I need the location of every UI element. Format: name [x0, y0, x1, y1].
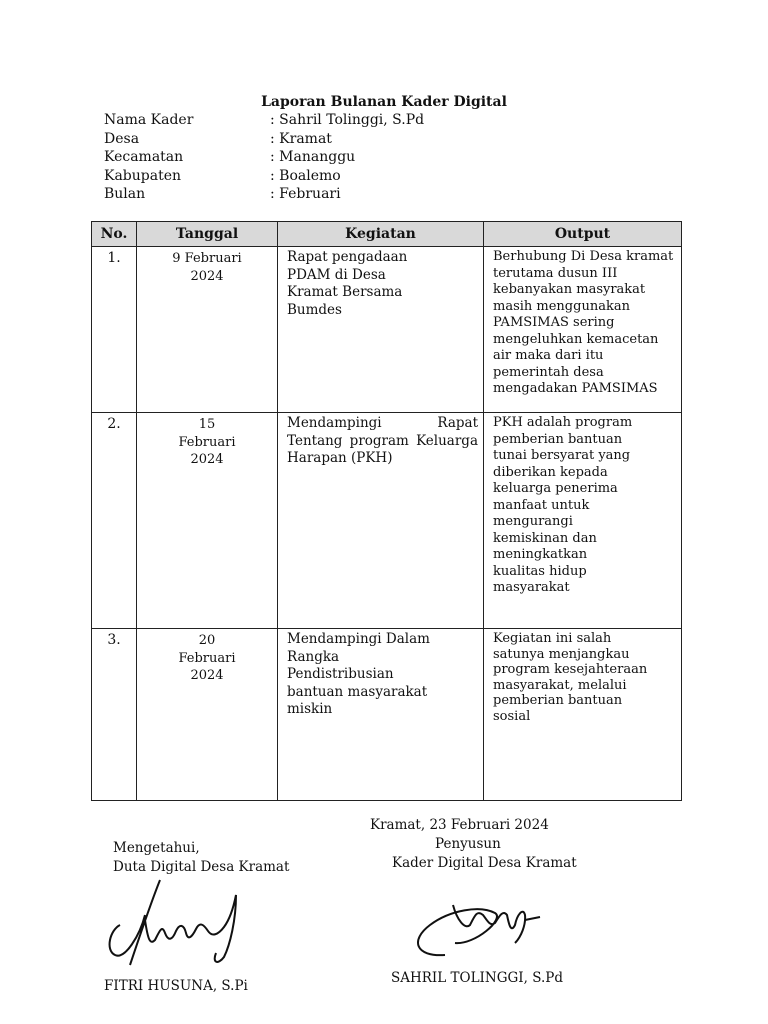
signature-left-icon	[100, 875, 250, 975]
row-output: Kegiatan ini salah satunya menjangkau program kesejahteraan masyarakat, melalui pemberian bantuan sosial	[484, 629, 682, 801]
report-table	[91, 221, 682, 801]
place-date: Kramat, 23 Februari 2024	[370, 817, 549, 833]
row-no: 1.	[92, 247, 137, 413]
header-tanggal: Tanggal	[137, 222, 278, 247]
penyusun-label: Penyusun	[435, 836, 501, 852]
info-label-desa: Desa	[104, 131, 140, 147]
row-tanggal: 9 Februari 2024	[137, 247, 278, 413]
header-kegiatan: Kegiatan	[278, 222, 484, 247]
info-label-kecamatan: Kecamatan	[104, 149, 184, 165]
row-output: Berhubung Di Desa kramat terutama dusun III kebanyakan masyrakat masih menggunakan PAMSIMAS sering mengeluhkan kemacetan air maka dari itu pemerintah desa mengadakan PAMSIMAS	[484, 247, 682, 413]
row-no: 2.	[92, 413, 137, 629]
table-row	[92, 413, 682, 629]
row-kegiatan: Mendampingi Rapat Tentang program Keluarga Harapan (PKH)	[278, 413, 484, 629]
header-output: Output	[484, 222, 682, 247]
table-row	[92, 247, 682, 413]
info-label-bulan: Bulan	[104, 186, 146, 202]
signer-left-name: FITRI HUSUNA, S.Pi	[104, 978, 248, 994]
row-tanggal: 15 Februari 2024	[137, 413, 278, 629]
row-tanggal: 20 Februari 2024	[137, 629, 278, 801]
info-value-kecamatan: : Mananggu	[270, 149, 356, 165]
info-value-desa: : Kramat	[270, 131, 332, 147]
info-value-nama-kader: : Sahril Tolinggi, S.Pd	[270, 112, 425, 128]
info-label-kabupaten: Kabupaten	[104, 168, 182, 184]
info-value-bulan: : Februari	[270, 186, 341, 202]
signer-right-name: SAHRIL TOLINGGI, S.Pd	[391, 970, 563, 986]
row-kegiatan: Rapat pengadaan PDAM di Desa Kramat Bersama Bumdes	[278, 247, 484, 413]
table-row	[92, 629, 682, 801]
row-output: PKH adalah program pemberian bantuan tunai bersyarat yang diberikan kepada keluarga penerima manfaat untuk mengurangi kemiskinan dan meningkatkan kualitas hidup masyarakat	[484, 413, 682, 629]
document-title: Laporan Bulanan Kader Digital	[261, 94, 507, 110]
signature-right-icon	[405, 885, 545, 965]
duta-title: Duta Digital Desa Kramat	[113, 859, 290, 875]
info-value-kabupaten: : Boalemo	[270, 168, 341, 184]
info-label-nama-kader: Nama Kader	[104, 112, 194, 128]
row-no: 3.	[92, 629, 137, 801]
header-no: No.	[92, 222, 137, 247]
mengetahui-label: Mengetahui,	[113, 840, 200, 856]
kader-title: Kader Digital Desa Kramat	[392, 855, 577, 871]
row-kegiatan: Mendampingi Dalam Rangka Pendistribusian bantuan masyarakat miskin	[278, 629, 484, 801]
table-header-row	[92, 222, 682, 247]
